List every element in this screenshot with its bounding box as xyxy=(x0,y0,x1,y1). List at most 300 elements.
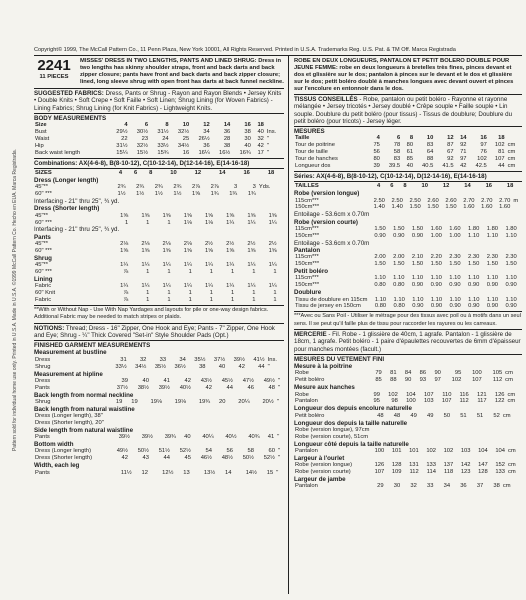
measurement-group xyxy=(294,420,522,441)
row-value: 44 xyxy=(226,384,233,391)
row-value: 1⅝ xyxy=(204,212,214,219)
row-value: 107 xyxy=(423,391,434,398)
row-value: 32 xyxy=(139,356,147,363)
group-row xyxy=(34,269,284,276)
row-value: 52½ xyxy=(263,455,275,462)
row-value: 1.10 xyxy=(468,232,480,239)
row-value: 1 xyxy=(146,219,150,226)
row-value: 40 xyxy=(406,163,414,170)
measure-row xyxy=(34,129,284,136)
group-row xyxy=(294,413,522,420)
group-row xyxy=(34,470,284,477)
row-value: 16¾ xyxy=(239,149,251,156)
row-unit: cm xyxy=(502,412,511,419)
row-value: 12½ xyxy=(162,469,174,476)
finished-title: FINISHED GARMENT MEASUREMENTS xyxy=(34,342,151,350)
group-table xyxy=(294,483,522,490)
measurement-group xyxy=(294,363,522,384)
group-row xyxy=(34,455,284,462)
row-label: 45"** xyxy=(35,241,49,248)
row-value: 105 xyxy=(492,370,503,377)
row-value: 0.90 xyxy=(468,303,480,310)
row-value: 1.10 xyxy=(393,296,405,303)
row-value: 2⅛ xyxy=(120,241,129,248)
row-value: 43½ xyxy=(200,377,212,384)
measure-row xyxy=(34,150,284,157)
row-value: 17 xyxy=(257,149,264,156)
group-table xyxy=(34,413,284,427)
row-value: 45½ xyxy=(221,377,233,384)
row-value: 1.50 xyxy=(486,261,499,268)
row-value: 29 xyxy=(377,483,384,490)
row-unit xyxy=(518,254,522,261)
notions xyxy=(34,323,284,340)
row-label: Petit boléro xyxy=(295,377,325,384)
measurement-group xyxy=(34,462,284,476)
row-label: Shrug xyxy=(35,398,51,405)
row-value: 1.10 xyxy=(486,275,499,282)
row-value: 3 xyxy=(234,184,238,191)
row-value: 1.80 xyxy=(468,225,480,232)
row-value: 131 xyxy=(409,462,419,469)
row-value: 147 xyxy=(478,462,488,469)
row-value: 90 xyxy=(404,377,412,384)
row-label: Fabric xyxy=(35,283,52,290)
row-value: 1⅝ xyxy=(141,247,150,254)
row-value: 42.5 xyxy=(475,163,487,170)
group-row xyxy=(34,413,284,420)
row-value: 93 xyxy=(419,377,427,384)
series-line: Séries: AX(4-6-8), B(8-10-12), C(10-12-14), D(12-14-16), E(14-16-18) xyxy=(294,171,522,180)
group-row xyxy=(34,399,284,406)
row-value: 44 xyxy=(163,455,170,462)
row-value: 1¼ xyxy=(268,262,277,269)
row-value: 1½ xyxy=(173,191,182,198)
pieces-count: 11 PIECES xyxy=(39,74,69,80)
group-note: Interfacing - 21" thru 25", ¾ yd. xyxy=(34,226,120,234)
group-row xyxy=(294,370,522,377)
row-label: Tour de taille xyxy=(295,149,328,156)
row-value: 46 xyxy=(247,384,254,391)
row-label: 60" *** xyxy=(35,247,52,254)
measurement-group xyxy=(294,219,522,247)
row-label: 150cm*** xyxy=(295,261,320,268)
row-unit: cm xyxy=(507,163,516,170)
mercerie xyxy=(294,329,522,353)
row-value: 1.10 xyxy=(374,275,386,282)
row-value: 1.50 xyxy=(449,261,461,268)
french-description: ROBE EN DEUX LONGUEURS, PANTALON ET PETIT BOLERO DOUBLE POUR JEUNE FEMME: robe en deux longueurs à bretelles très fines, pinces devant et dos et glissière sur le dos; pantalon à pinces sur le devant et le dos et glissière sur le dos; petit boléro doublé à manches longues avec devant ouvert et pinces sur l'encolure en entonnoir dans le dos. xyxy=(294,58,514,92)
row-value: 1.10 xyxy=(449,296,461,303)
row-value: 20½ xyxy=(262,398,274,405)
row-value: 30 xyxy=(244,136,251,142)
row-unit xyxy=(518,275,522,282)
row-unit: " xyxy=(278,448,281,455)
mesures-vetement-fini xyxy=(294,354,522,490)
row-value: 44 xyxy=(258,363,265,370)
row-value: 19 xyxy=(115,398,123,405)
row-value: 1.50 xyxy=(505,261,517,268)
row-label: Dress (Longer length) xyxy=(35,448,92,455)
row-unit xyxy=(518,261,522,268)
row-value: 39½ xyxy=(158,384,170,391)
row-value: 1.60 xyxy=(499,204,511,211)
row-value: 0.90 xyxy=(411,232,424,239)
measurement-group xyxy=(34,205,284,233)
row-value: 38 xyxy=(199,363,206,370)
row-value: 1¼ xyxy=(162,262,171,269)
row-value: 34½ xyxy=(135,363,147,370)
measurement-group xyxy=(294,289,522,310)
row-value: 36 xyxy=(203,142,210,149)
row-value: 1⅝ xyxy=(120,212,129,219)
column-divider xyxy=(288,55,289,594)
row-value: 1.50 xyxy=(393,225,405,232)
row-value: 40½ xyxy=(179,384,191,391)
measurement-group xyxy=(34,276,284,304)
group-title: Dress (Longer length) xyxy=(34,176,99,184)
row-value: 2.50 xyxy=(409,197,421,204)
row-value: 19⅛ xyxy=(174,398,186,405)
row-value: 1⅝ xyxy=(162,212,171,219)
group-title: Petit boléro xyxy=(294,268,329,276)
notions-title: NOTIONS: xyxy=(34,324,65,332)
group-row xyxy=(294,427,522,434)
row-label: 45"** xyxy=(35,262,49,269)
row-value: 1 xyxy=(252,269,256,276)
group-row xyxy=(294,434,522,441)
size-value: 16 xyxy=(485,183,493,190)
row-value: 37½ xyxy=(116,384,128,391)
row-value: 104 xyxy=(406,391,416,398)
row-value: 1.10 xyxy=(430,296,443,303)
group-row xyxy=(294,282,522,289)
row-unit xyxy=(518,233,522,240)
row-value: 30 xyxy=(393,483,401,490)
group-table xyxy=(34,448,284,462)
group-row xyxy=(294,377,522,384)
row-value: 56 xyxy=(373,149,380,156)
row-value: 1½ xyxy=(154,191,163,198)
row-value: 8 xyxy=(165,122,169,129)
row-value: 38½ xyxy=(137,384,149,391)
group-row xyxy=(34,420,284,427)
row-value: 48½ xyxy=(221,455,233,462)
row-value: 1⅝ xyxy=(268,247,277,254)
group-table xyxy=(294,370,522,384)
row-value: 1⅝ xyxy=(268,212,277,219)
row-value: ⅞ xyxy=(123,269,129,276)
size-value: 6 xyxy=(390,183,394,190)
row-value: 80 xyxy=(406,142,414,149)
row-spacer xyxy=(108,420,178,427)
row-value: 1.80 xyxy=(486,225,499,232)
row-spacer xyxy=(108,413,178,420)
row-value: 0.90 xyxy=(505,303,517,310)
row-unit xyxy=(511,204,522,211)
size-value: 6 xyxy=(133,170,138,177)
row-value: 22 xyxy=(121,136,128,142)
group-table xyxy=(294,297,522,311)
row-value: 1 xyxy=(188,290,192,297)
row-value: 32 xyxy=(257,136,264,142)
row-value: 1.60 xyxy=(481,204,493,211)
row-label: Shrug xyxy=(35,363,51,370)
row-value: 102 xyxy=(451,377,462,384)
row-value: 0.80 xyxy=(374,303,387,310)
row-value: 13½ xyxy=(203,469,216,476)
combinations-line: Combinations: AX(4-6-8), B(8-10-12), C(10-12-14), D(12-14-16), E(14-16-18) xyxy=(34,158,284,167)
row-value: 16½ xyxy=(218,149,231,156)
row-value: 122 xyxy=(494,398,505,405)
row-value: 37½ xyxy=(213,356,226,363)
row-value: 33½ xyxy=(157,142,169,149)
row-value: 1.10 xyxy=(449,275,461,282)
row-value: 102 xyxy=(494,142,505,149)
row-value: 1.10 xyxy=(486,232,499,239)
row-value: 40 xyxy=(244,142,251,149)
row-value: 40¾ xyxy=(248,434,260,441)
group-title: Robe (version longue) xyxy=(294,190,360,198)
row-unit xyxy=(178,420,284,427)
row-unit: cm xyxy=(505,370,513,377)
row-unit xyxy=(506,135,522,142)
row-value: 54 xyxy=(205,448,212,455)
row-value: 1¼ xyxy=(226,283,235,290)
row-value: 2⅛ xyxy=(141,241,150,248)
sizes-label: TAILLES xyxy=(295,183,319,190)
group-row xyxy=(34,385,284,392)
row-value: 116 xyxy=(459,391,469,398)
group-row xyxy=(34,220,284,227)
row-unit xyxy=(278,262,284,269)
group-note: Interfacing - 21" thru 25", ¾ yd. xyxy=(34,198,120,206)
row-value: 1 xyxy=(230,297,235,304)
row-value: 2¾ xyxy=(173,184,182,191)
row-value: 42 xyxy=(257,142,264,149)
row-label: Tissu de jersey en 150cm xyxy=(295,303,361,310)
row-unit: Ins. xyxy=(266,129,277,136)
row-value: 36½ xyxy=(174,363,186,370)
row-unit: " xyxy=(277,434,280,441)
group-table xyxy=(34,213,284,227)
row-value: 2⅛ xyxy=(183,241,192,248)
group-table xyxy=(294,413,522,420)
row-value: 107 xyxy=(472,377,482,384)
row-value: 83 xyxy=(393,156,401,163)
row-value: 1 xyxy=(124,219,129,226)
row-label: 150cm*** xyxy=(295,282,320,289)
row-value: 80 xyxy=(373,156,380,163)
group-title: Back length from normal neckline xyxy=(34,391,134,399)
row-unit: " xyxy=(266,149,269,156)
row-unit xyxy=(275,170,284,177)
row-unit: " xyxy=(278,377,281,384)
row-value: 16¼ xyxy=(198,149,210,156)
measurement-group xyxy=(294,476,522,490)
row-value: 1 xyxy=(167,297,171,304)
row-value: 123 xyxy=(460,469,471,476)
measurement-group xyxy=(34,406,284,427)
row-value: 1⅝ xyxy=(226,247,235,254)
row-value: 15¼ xyxy=(116,149,128,156)
row-label: Size xyxy=(35,122,47,129)
row-value: 35½ xyxy=(194,356,206,363)
row-value: 2¾ xyxy=(154,184,163,191)
row-value: 40 xyxy=(257,129,264,136)
row-value: 16 xyxy=(244,122,251,129)
row-value: 107 xyxy=(374,469,385,476)
mesures-table xyxy=(294,135,522,170)
row-value: 1 xyxy=(230,290,235,297)
row-value: 2.00 xyxy=(374,254,386,261)
row-value: 1¼ xyxy=(247,262,256,269)
row-value: 2.30 xyxy=(449,254,461,261)
row-label: 150cm*** xyxy=(295,232,320,239)
group-row xyxy=(294,462,522,469)
row-value: 34 xyxy=(203,129,210,136)
row-value: 1.50 xyxy=(411,261,424,268)
row-value: 49½ xyxy=(263,377,275,384)
measurement-group xyxy=(294,384,522,405)
group-row xyxy=(294,303,522,310)
row-value: 76 xyxy=(480,149,487,156)
nap-note: **With or Without Nap - Use With Nap Yardages and layouts for pile or one-way design fabrics. Additional Fabric may be needed to match stripes or plaids. xyxy=(34,305,284,322)
group-table xyxy=(34,470,284,477)
row-value: 118 xyxy=(444,469,454,476)
row-value: 36 xyxy=(460,483,467,490)
row-unit xyxy=(278,248,284,255)
row-value: 1⅝ xyxy=(204,247,214,254)
row-value: 97 xyxy=(480,142,487,149)
group-table xyxy=(34,184,284,198)
row-value: 1.10 xyxy=(412,296,424,303)
row-value: 103 xyxy=(460,447,471,454)
row-value: 48 xyxy=(393,412,401,419)
row-value: 1⅝ xyxy=(141,212,150,219)
row-value: 1 xyxy=(209,269,214,276)
row-value: 15 xyxy=(266,469,274,476)
row-value: ⅞ xyxy=(123,297,129,304)
row-label: Robe (version courte) xyxy=(295,469,351,476)
group-table xyxy=(34,283,284,304)
row-value: 40¼ xyxy=(202,434,214,441)
row-label: 60" *** xyxy=(35,269,52,276)
row-value: 81 xyxy=(390,370,397,377)
row-value: 0.90 xyxy=(374,232,386,239)
metrage-section xyxy=(294,181,522,310)
row-value: 84 xyxy=(404,370,412,377)
mercerie-title: MERCERIE xyxy=(294,330,327,338)
row-value: 14 xyxy=(223,122,231,129)
measurement-group xyxy=(294,441,522,455)
row-value: 85 xyxy=(406,156,414,163)
group-table xyxy=(294,448,522,455)
body-measurements-title: BODY MEASUREMENTS xyxy=(34,114,107,122)
row-value: 1¼ xyxy=(247,219,256,226)
row-value: 1 xyxy=(146,290,150,297)
row-value: 2.60 xyxy=(427,197,439,204)
row-value: 40 xyxy=(218,363,226,370)
group-row xyxy=(34,434,284,441)
row-value: 87 xyxy=(447,142,454,149)
row-value: 104 xyxy=(478,447,488,454)
row-label: Bust xyxy=(35,129,47,136)
row-label: Petit boléro xyxy=(295,412,325,419)
row-spacer xyxy=(370,427,431,434)
row-value: 1.50 xyxy=(468,261,480,268)
tissus-conseilles xyxy=(294,94,522,125)
metrage-groups xyxy=(294,190,522,310)
row-value: 15½ xyxy=(136,149,149,156)
measurement-group xyxy=(34,441,284,462)
row-value: 49½ xyxy=(116,448,128,455)
row-value: 107 xyxy=(441,398,452,405)
row-label: Waist xyxy=(35,136,50,142)
sizes-row xyxy=(294,183,522,190)
body-measurements-table xyxy=(34,122,284,157)
row-value: 1¼ xyxy=(204,283,214,290)
row-value: 14 xyxy=(460,135,467,142)
group-table xyxy=(294,198,522,212)
group-row xyxy=(294,469,522,476)
size-value: 4 xyxy=(376,183,381,190)
row-value: 31 xyxy=(120,356,127,363)
row-value: 102 xyxy=(443,447,454,454)
row-value: 18 xyxy=(498,135,505,142)
row-value: 1¼ xyxy=(141,283,150,290)
size-value: 8 xyxy=(403,183,407,190)
row-value: 34 xyxy=(443,483,451,490)
finished-measurements xyxy=(34,340,284,476)
size-value: 10 xyxy=(170,170,177,177)
english-column xyxy=(34,58,284,594)
row-unit: cm xyxy=(507,156,516,163)
row-unit: cm xyxy=(505,377,513,384)
row-value: 71 xyxy=(460,149,467,156)
row-value: 2.30 xyxy=(468,254,480,261)
row-unit xyxy=(431,434,522,441)
row-value: 1.10 xyxy=(374,296,387,303)
row-label: Dress xyxy=(35,356,51,363)
row-unit: cm xyxy=(502,483,511,490)
row-value: 40 xyxy=(184,434,191,441)
row-value: 58 xyxy=(393,149,401,156)
group-title: Mesure aux hanches xyxy=(294,384,355,392)
row-value: 39½ xyxy=(118,434,130,441)
row-value: 50½ xyxy=(242,455,254,462)
row-value: 0.90 xyxy=(393,232,405,239)
side-strip xyxy=(0,0,30,600)
group-title: Lining xyxy=(34,275,53,283)
fabrics-text: Dress, Pants or Shrug - Rayon and Rayon Blends • Jersey Knits • Double Knits • Soft Crepe • Soft Faille • Soft Linen; Shrug Lining (for Woven Fabrics) - Lining Fabrics; Shrug Lining (for Knit Fabrics) - Lightweight Knits. xyxy=(34,90,282,112)
row-label: Hip xyxy=(35,142,44,149)
row-value: 100 xyxy=(406,398,416,405)
row-value: 56 xyxy=(226,448,233,455)
row-value: 88 xyxy=(426,156,434,163)
row-value: 29½ xyxy=(116,129,128,136)
row-value: 1⅝ xyxy=(226,212,235,219)
row-value: 41½ xyxy=(253,356,265,363)
row-value: 1.00 xyxy=(430,232,442,239)
row-value: 0.90 xyxy=(468,282,480,289)
row-value: 30½ xyxy=(136,129,149,136)
row-value: 109 xyxy=(391,469,402,476)
mesures-title: MESURES xyxy=(294,128,325,136)
row-value: 1 xyxy=(252,297,256,304)
row-label: Taille xyxy=(295,135,310,142)
row-value: 0.90 xyxy=(430,282,442,289)
